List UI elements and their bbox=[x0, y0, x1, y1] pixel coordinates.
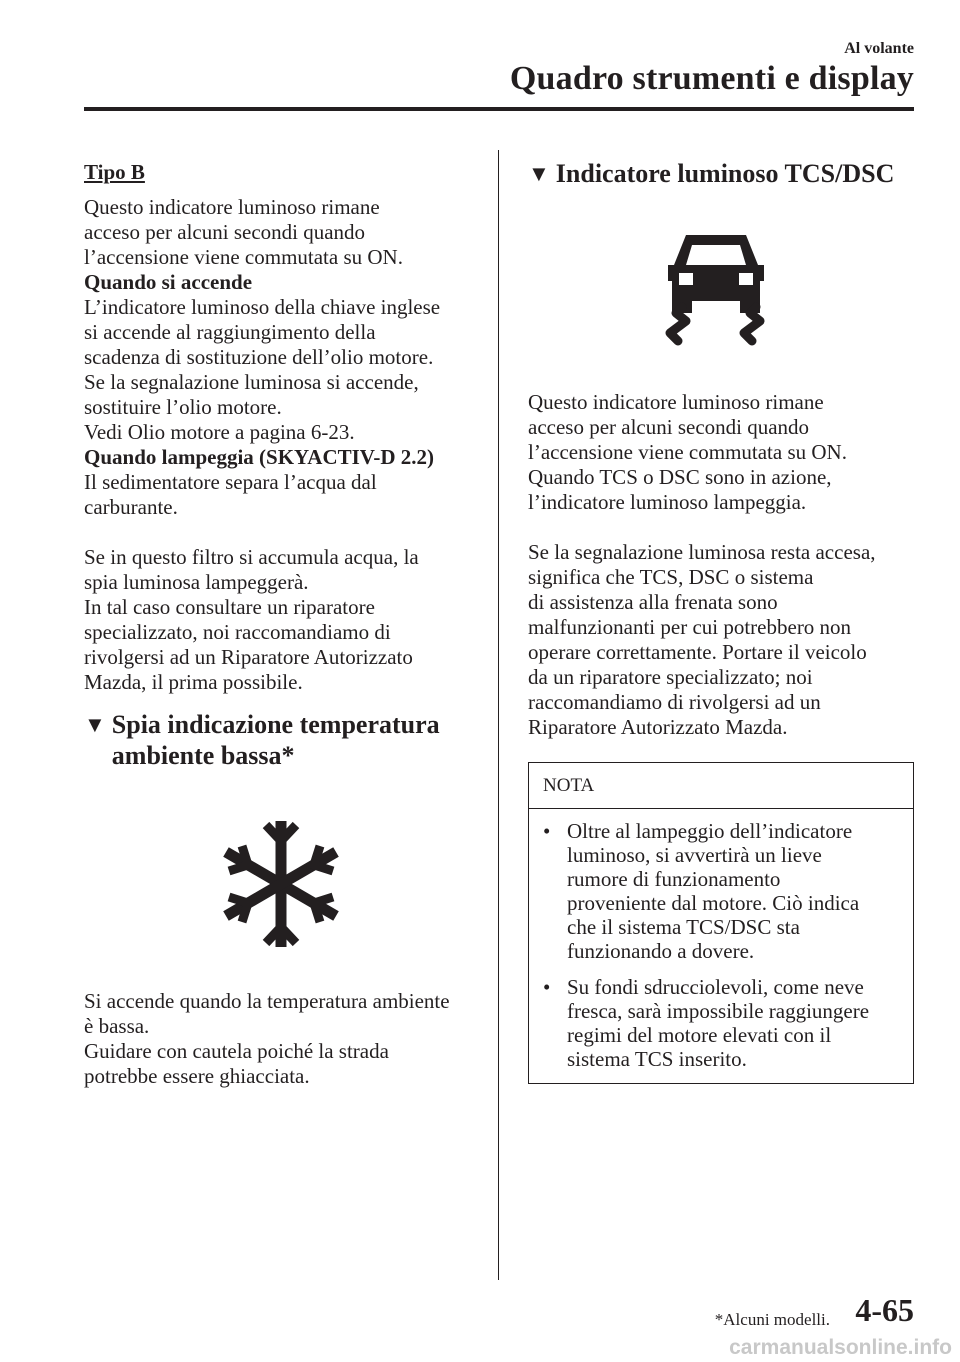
header-section-label: Al volante bbox=[844, 40, 914, 57]
right-column bbox=[528, 158, 914, 1084]
paragraph: Questo indicatore luminoso rimane acceso per alcuni secondi quando l’accensione viene commutata su ON. bbox=[84, 195, 403, 269]
subheading-when-blink: Quando lampeggia (SKYACTIV-D 2.2) bbox=[84, 445, 435, 469]
note-title: NOTA bbox=[529, 763, 913, 809]
subheading-when-on: Quando si accende bbox=[84, 270, 253, 294]
paragraph: L’indicatore luminoso della chiave inglese si accende al raggiungimento della scadenza di sostituzione dell’olio motore. Se la segnalazione luminosa si accende, sostituire l’olio motore. Vedi Olio motore a pagina 6-23. bbox=[84, 295, 441, 444]
paragraph: Il sedimentatore separa l’acqua dal carburante. bbox=[84, 470, 377, 519]
column-divider bbox=[498, 150, 499, 1280]
paragraph: Se in questo filtro si accumula acqua, la spia luminosa lampeggerà. In tal caso consultare un riparatore specializzato, noi raccomandiamo di rivolgersi ad un Riparatore Autorizzato Mazda, il prima possibile. bbox=[84, 545, 419, 694]
section-title-low-temp: ▼ Spia indicazione temperatura ambiente bassa* bbox=[84, 710, 440, 770]
bullet-icon: • bbox=[543, 975, 551, 999]
left-column bbox=[84, 160, 484, 1089]
triangle-marker-icon: ▼ bbox=[528, 161, 550, 186]
note-item: • Oltre al lampeggio dell’indicatore luminoso, si avvertirà un lieve rumore di funzionamento proveniente dal motore. Ciò indica che il sistema TCS/DSC sta funzionando a dovere. bbox=[543, 819, 860, 963]
section-title-tcs-dsc: ▼ Indicatore luminoso TCS/DSC bbox=[528, 159, 895, 188]
paragraph: Se la segnalazione luminosa resta accesa, significa che TCS, DSC o sistema di assistenza alla frenata sono malfunzionanti per cui potrebbero non operare correttamente. Portare il veicolo da un riparatore specializzato; noi raccomandiamo di rivolgersi ad un Riparatore Autorizzato Mazda. bbox=[528, 540, 876, 739]
subheading-tipo-b: Tipo B bbox=[84, 160, 145, 184]
page-number: 4-65 bbox=[855, 1292, 914, 1328]
watermark: carmanualsonline.info bbox=[729, 1336, 952, 1359]
page-title: Quadro strumenti e display bbox=[509, 60, 914, 97]
snowflake-icon bbox=[221, 819, 341, 949]
paragraph: Si accende quando la temperatura ambiente è bassa. Guidare con cautela poiché la strada potrebbe essere ghiacciata. bbox=[84, 989, 450, 1088]
paragraph: Questo indicatore luminoso rimane acceso per alcuni secondi quando l’accensione viene commutata su ON. Quando TCS o DSC sono in azione, l’indicatore luminoso lampeggia. bbox=[528, 390, 847, 514]
bullet-icon: • bbox=[543, 819, 551, 843]
footnote: *Alcuni modelli. bbox=[714, 1310, 830, 1329]
note-box bbox=[528, 762, 914, 1084]
triangle-marker-icon: ▼ bbox=[84, 712, 106, 737]
tcs-dsc-skidding-car-icon bbox=[664, 231, 768, 347]
note-item: • Su fondi sdrucciolevoli, come neve fresca, sarà impossibile raggiungere regimi del motore elevati con il sistema TCS inserito. bbox=[543, 975, 870, 1071]
header-rule bbox=[84, 107, 914, 111]
